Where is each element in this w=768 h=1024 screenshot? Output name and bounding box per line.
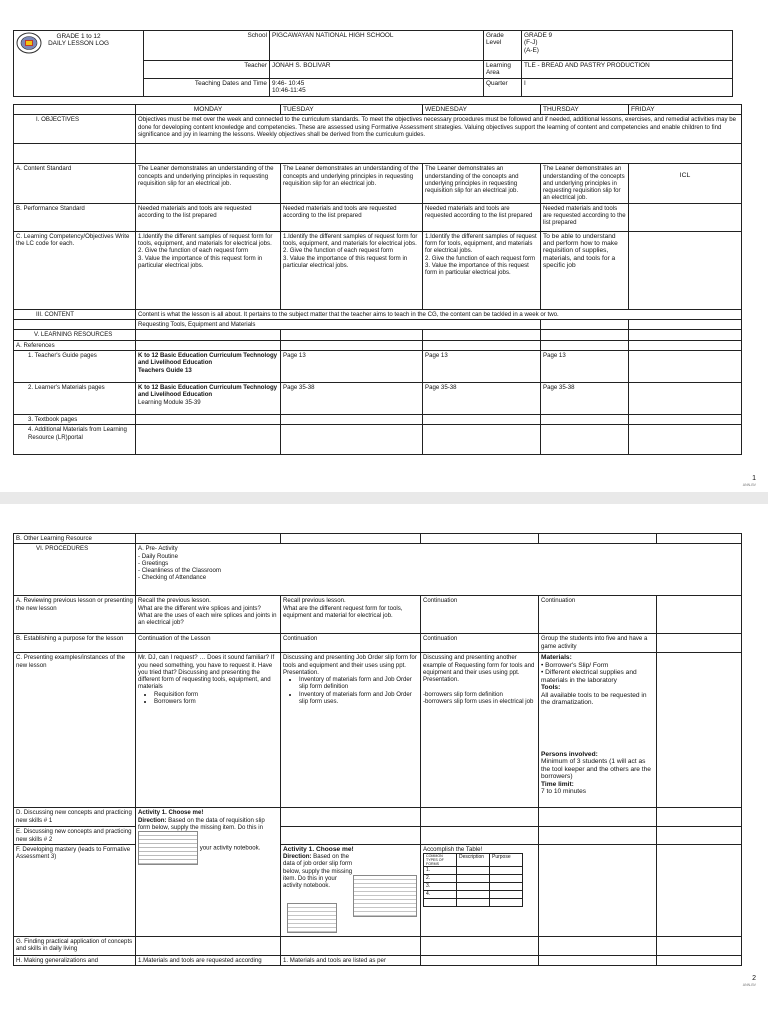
grade-label: Grade Level bbox=[484, 31, 522, 61]
content-standard-wed: The Leaner demonstrates an understanding of the concepts and underlying principles in requesting requisition slip for an electrical job. bbox=[423, 164, 541, 203]
page-1 bbox=[0, 0, 768, 492]
proc-c-wed: Discussing and presenting another example of Requesting form for tools and equipment and their uses using ppt. Presentation. -borrowers slip form definition -borrowers slip form uses in electrical job bbox=[421, 653, 539, 808]
forms-table-row: 4. bbox=[424, 891, 457, 899]
forms-table-row: 1. bbox=[424, 867, 457, 875]
proc-c-label: C. Presenting examples/instances of the new lesson bbox=[14, 653, 136, 808]
teacher-label: Teacher bbox=[144, 61, 270, 79]
forms-table bbox=[423, 853, 523, 907]
requisition-form-image bbox=[138, 831, 198, 865]
proc-a-thu: Continuation bbox=[539, 596, 657, 634]
tg-wed: Page 13 bbox=[423, 350, 541, 382]
persons-text: Minimum of 3 students (1 will act as the tool keeper and the others are the borrowers) bbox=[541, 758, 651, 781]
time-slot-2: 10:46-11:45 bbox=[272, 86, 306, 94]
procedures-label: VI. PROCEDURES bbox=[14, 544, 136, 596]
content-topic: Requesting Tools, Equipment and Materials bbox=[136, 320, 541, 330]
grade-section-2: (A-E) bbox=[524, 46, 539, 54]
proc-a-label: A. Reviewing previous lesson or presenting the new lesson bbox=[14, 596, 136, 634]
proc-h-tue: 1. Materials and tools are listed as per bbox=[281, 955, 421, 965]
log-title-line1: GRADE 1 to 12 bbox=[56, 33, 101, 40]
proc-c-mon: Mr. DJ, can I request? … Does it sound familiar? If you need something, you have to request it. Have you tried that? Discussing and presenting the different form of requesting tools, equipment, and materials bbox=[138, 654, 275, 691]
pre-activity: A. Pre- Activity - Daily Routine - Greetings - Cleanliness of the Classroom - Checking of Attendance bbox=[136, 544, 742, 596]
forms-table-header: Description bbox=[457, 854, 490, 867]
lm-wed: Page 35-38 bbox=[423, 382, 541, 414]
proc-g-label: G. Finding practical application of concepts and skills in daily living bbox=[14, 936, 136, 955]
day-friday: FRIDAY bbox=[629, 105, 742, 115]
mon-activity-tail: your activity notebook. bbox=[199, 844, 261, 852]
log-title-line2: DAILY LESSON LOG bbox=[48, 40, 109, 48]
page-number-1: 1 ANN-BV bbox=[742, 475, 756, 487]
day-thursday: THURSDAY bbox=[541, 105, 629, 115]
lm-label: 2. Learner's Materials pages bbox=[14, 382, 136, 414]
tg-mon-title: K to 12 Basic Education Curriculum Technology and Livelihood Education bbox=[138, 351, 278, 367]
objectives-label: I. OBJECTIVES bbox=[14, 115, 136, 144]
competency-wed: 1.Identify the different samples of request form for tools, equipment, and materials for electrical jobs. 2. Give the function of each request form 3. Value the importance of this request form in particular electrical jobs. bbox=[423, 231, 541, 309]
lm-tue: Page 35-38 bbox=[281, 382, 423, 414]
materials-item: • Borrower's Slip/ Form bbox=[541, 661, 609, 669]
materials-item: • Different electrical supplies and materials in the laboratory bbox=[541, 669, 637, 684]
proc-b-mon: Continuation of the Lesson bbox=[136, 634, 281, 653]
proc-a-mon: Recall the previous lesson. What are the different wire splices and joints? What are the uses of each wire splices and joints in an electrical job? bbox=[136, 596, 281, 634]
forms-table-header: Purpose bbox=[490, 854, 523, 867]
performance-standard-thu: Needed materials and tools are requested according to the list prepared bbox=[541, 203, 629, 231]
time-limit-text: 7 to 10 minutes bbox=[541, 788, 587, 796]
proc-b-thu: Group the students into five and have a game activity bbox=[539, 634, 657, 653]
proc-c-mon-item: • Borrowers form bbox=[154, 698, 278, 705]
tg-thu: Page 13 bbox=[541, 350, 629, 382]
proc-f-label: F. Developing mastery (leads to Formative Assessment 3) bbox=[14, 844, 136, 936]
tue-activity-title: Activity 1. Choose me! bbox=[283, 845, 354, 853]
job-order-form-image bbox=[287, 903, 337, 933]
proc-b-label: B. Establishing a purpose for the lesson bbox=[14, 634, 136, 653]
proc-c-mon-item: • Requisition form bbox=[154, 691, 278, 698]
competency-mon: 1.Identify the different samples of request form for tools, equipment, and materials for electrical jobs. 2. Give the function of each request form 3. Value the importance of this request form in particular electrical jobs. bbox=[136, 231, 281, 309]
dates-label: Teaching Dates and Time bbox=[144, 78, 270, 96]
forms-table-row: 3. bbox=[424, 883, 457, 891]
proc-c-tue-item: • Inventory of materials form and Job Order slip form uses. bbox=[299, 691, 418, 706]
tools-text: All available tools to be requested in the dramatization. bbox=[541, 691, 647, 707]
lm-mon-pages: Learning Module 35-39 bbox=[138, 398, 201, 406]
lm-mon-title: K to 12 Basic Education Curriculum Technology and Livelihood Education bbox=[138, 383, 278, 399]
proc-e-label: E. Discussing new concepts and practicing new skills # 2 bbox=[14, 827, 136, 845]
lm-thu: Page 35-38 bbox=[541, 382, 629, 414]
mon-activity-direction: Based on the data of requisition slip form below, supply the missing item. Do this in bbox=[138, 816, 265, 831]
persons-heading: Persons involved: bbox=[541, 750, 598, 758]
proc-h-mon: 1.Materials and tools are requested according bbox=[136, 955, 281, 965]
grade-value: GRADE 9 bbox=[524, 32, 553, 39]
area-label: Learning Area bbox=[484, 61, 522, 79]
additional-materials-label: 4. Additional Materials from Learning Resource (LR)portal bbox=[14, 425, 136, 455]
proc-b-wed: Continuation bbox=[421, 634, 539, 653]
tg-mon-pages: Teachers Guide 13 bbox=[138, 366, 192, 374]
page-number-2: 2 ANN-BV bbox=[742, 975, 756, 987]
other-resource-label: B. Other Learning Resource bbox=[14, 534, 136, 544]
proc-c-tue-item: • Inventory of materials form and Job Order slip form definition bbox=[299, 676, 418, 691]
wed-table-title: Accomplish the Table! bbox=[423, 845, 483, 853]
content-standard-tue: The Leaner demonstrates an understanding of the concepts and underlying principles in requesting requisition slip for an electrical job. bbox=[281, 164, 423, 203]
textbook-label: 3. Textbook pages bbox=[14, 414, 136, 424]
tg-label: 1. Teacher's Guide pages bbox=[14, 350, 136, 382]
tue-activity-direction: Based on the data of job order slip form below, supply the missing item. Do this in your activity notebook. bbox=[283, 853, 353, 890]
content-standard-mon: The Leaner demonstrates an understanding of the concepts and underlying principles in requesting requisition slip for an electrical job. bbox=[136, 164, 281, 203]
tools-heading: Tools: bbox=[541, 684, 561, 692]
objectives-text: Objectives must be met over the week and connected to the curriculum standards. To meet the objectives necessary procedures must be followed and if needed, additional lessons, exercises, and remedial activities may be done for developing content knowledge and competencies. These are assessed using Formative Assessment strategies. Valuing objectives support the learning of content and competencies and enable children to find significance and joy in learning the lessons. Weekly objectives shall be derived from the curriculum guides. bbox=[136, 115, 742, 144]
grade-section-1: (F-J) bbox=[524, 39, 538, 47]
forms-table-row: 2. bbox=[424, 875, 457, 883]
performance-standard-label: B. Performance Standard bbox=[14, 203, 136, 231]
content-standard-thu: The Leaner demonstrates an understanding of the concepts and underlying principles in requesting requisition slip for an electrical job. bbox=[541, 164, 629, 203]
references-label: A. References bbox=[14, 340, 136, 350]
day-wednesday: WEDNESDAY bbox=[423, 105, 541, 115]
resources-label: V. LEARNING RESOURCES bbox=[14, 330, 136, 340]
performance-standard-wed: Needed materials and tools are requested according to the list prepared bbox=[423, 203, 541, 231]
teacher-value: JONAH S. BOLIVAR bbox=[270, 61, 484, 79]
mon-activity-title: Activity 1. Choose me! bbox=[138, 809, 204, 817]
day-tuesday: TUESDAY bbox=[281, 105, 423, 115]
tue-activity-direction-label: Direction: bbox=[283, 853, 312, 861]
proc-h-label: H. Making generalizations and bbox=[14, 955, 136, 965]
school-label: School bbox=[144, 31, 270, 61]
time-slot-1: 9:46- 10:45 bbox=[272, 79, 305, 87]
proc-c-tue: Discussing and presenting Job Order slip form for tools and equipment and their uses using ppt. Presentation. bbox=[283, 654, 417, 676]
lesson-table-page2 bbox=[13, 533, 742, 966]
time-limit-heading: Time limit: bbox=[541, 780, 574, 788]
competency-thu: To be able to understand and perform how to make requisition of supplies, materials, and tools for a specific job bbox=[541, 231, 629, 309]
area-value: TLE - BREAD AND PASTRY PRODUCTION bbox=[522, 61, 733, 79]
competency-tue: 1.Identify the different samples of request form for tools, equipment, and materials for electrical jobs. 2. Give the function of each request form 3. Value the importance of this request form in particular electrical jobs. bbox=[281, 231, 423, 309]
mon-activity-direction-label: Direction: bbox=[138, 816, 167, 824]
day-monday: MONDAY bbox=[136, 105, 281, 115]
competency-label: C. Learning Competency/Objectives Write the LC code for each. bbox=[14, 231, 136, 309]
job-order-form-image bbox=[353, 875, 417, 917]
content-standard-label: A. Content Standard bbox=[14, 164, 136, 203]
performance-standard-tue: Needed materials and tools are requested according to the list prepared bbox=[281, 203, 423, 231]
tg-tue: Page 13 bbox=[281, 350, 423, 382]
content-standard-fri: ICL bbox=[629, 164, 742, 203]
quarter-label: Quarter bbox=[484, 78, 522, 96]
school-value: PIGCAWAYAN NATIONAL HIGH SCHOOL bbox=[270, 31, 484, 61]
quarter-value: I bbox=[522, 78, 733, 96]
proc-b-tue: Continuation bbox=[281, 634, 421, 653]
content-label: III. CONTENT bbox=[14, 309, 136, 319]
proc-a-tue: Recall previous lesson. What are the different request form for tools, equipment and material for electrical job. bbox=[281, 596, 421, 634]
materials-heading: Materials: bbox=[541, 654, 572, 662]
proc-a-wed: Continuation bbox=[421, 596, 539, 634]
header-table bbox=[13, 30, 733, 97]
lesson-table-page1 bbox=[13, 104, 742, 455]
page-2 bbox=[0, 504, 768, 1024]
performance-standard-mon: Needed materials and tools are requested according to the list prepared bbox=[136, 203, 281, 231]
content-text: Content is what the lesson is all about. It pertains to the subject matter that the teacher aims to teach in the CG, the content can be tackled in a week or two. bbox=[136, 309, 742, 319]
forms-table-header: COMMON TYPES OF FORMS bbox=[424, 854, 457, 867]
proc-d-label: D. Discussing new concepts and practicing new skills # 1 bbox=[14, 808, 136, 827]
